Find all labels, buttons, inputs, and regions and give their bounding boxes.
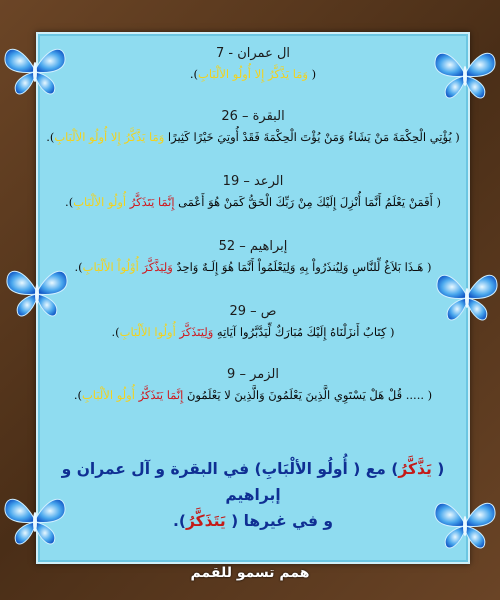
key-word: إِنَّمَا يَتَذَكَّرُ xyxy=(138,388,184,402)
summary-line xyxy=(38,456,468,508)
text-segment: ( xyxy=(431,460,445,478)
verse-text xyxy=(38,260,468,274)
verse-block xyxy=(38,304,468,339)
verse-block xyxy=(38,109,468,144)
verse-text xyxy=(38,325,468,339)
highlight-phrase: وَمَا يَذَّكَّرُ إِلا أُولُو الألْبَابِ xyxy=(198,67,308,81)
butterfly-icon xyxy=(2,490,68,550)
verse-block xyxy=(38,174,468,209)
summary-note xyxy=(38,456,468,534)
butterfly-icon xyxy=(2,40,68,100)
text-segment: ). xyxy=(189,67,199,81)
verse-reference: البقرة – 26 xyxy=(221,109,285,124)
content-panel xyxy=(36,32,470,564)
text-segment: ). xyxy=(73,388,82,402)
butterfly-icon xyxy=(434,266,500,326)
verse-block xyxy=(38,46,468,81)
highlight-phrase: أُولُو الألْبَابِ xyxy=(81,388,135,402)
text-segment: ). xyxy=(46,130,55,144)
highlight-phrase: أُولُو الألْبَابِ xyxy=(73,195,127,209)
text-segment: ) مع ( أُولُو الألْبَابِ) في البقرة و آل عمران و إبراهيم xyxy=(61,460,399,504)
text-segment: ( يُؤْتِي الْحِكْمَةَ مَنْ يَشَاءُ وَمَنْ يُؤْتَ الْحِكْمَةَ فَقَدْ أُوتِيَ خَيْرًا كَثِيرًا xyxy=(164,130,460,144)
verse-reference: الزمر – 9 xyxy=(227,367,279,382)
highlight-phrase: أُوْلُواْ الأَلْبَابِ xyxy=(82,260,139,274)
verse-text xyxy=(38,195,468,209)
verse-text xyxy=(38,67,468,81)
signature: همم تسمو للقمم xyxy=(190,565,310,581)
verse-reference: الرعد – 19 xyxy=(222,174,284,189)
key-word: يَذَّكَّرُ xyxy=(398,460,432,478)
verse-block xyxy=(38,239,468,274)
text-segment: ( هَـذَا بَلاَغٌ لِّلنَّاسِ وَلِيُنذَرُواْ بِهِ وَلِيَعْلَمُواْ أَنَّمَا هُوَ إِلَـهٌ وَاحِدٌ xyxy=(172,260,432,274)
text-segment: ( كِتَابٌ أَنزَلْنَاهُ إِلَيْكَ مُبَارَكٌ لِّيَدَّبَّرُوا آيَاتِهِ xyxy=(213,325,395,339)
text-segment: ( أَفَمَنْ يَعْلَمُ أَنَّمَا أُنْزِلَ إِلَيْكَ مِنْ رَبِّكَ الْحَقُّ كَمَنْ هُوَ أَعْمَى xyxy=(174,195,441,209)
verse-reference: إبراهيم – 52 xyxy=(218,239,288,254)
text-segment: ( ..... قُلْ هَلْ يَسْتَوِي الَّذِينَ يَعْلَمُونَ وَالَّذِينَ لا يَعْلَمُونَ xyxy=(183,388,433,402)
butterfly-icon xyxy=(432,44,498,104)
text-segment: ). xyxy=(65,195,74,209)
verse-reference: ص – 29 xyxy=(229,304,277,319)
key-word: إِنَّمَا يَتَذَكَّرُ xyxy=(129,195,175,209)
highlight-phrase: وَمَا يَذَّكَّرُ إِلا أُولُو الألْبَابِ xyxy=(54,130,165,144)
summary-line xyxy=(38,508,468,534)
verse-text xyxy=(38,388,468,402)
verse-block xyxy=(38,367,468,402)
key-word: وَلِيَتَذَكَّرَ xyxy=(179,325,214,339)
verse-text xyxy=(38,130,468,144)
key-word: وَلِيَذَّكَّرَ xyxy=(142,260,173,274)
text-segment: ). xyxy=(74,260,83,274)
key-word: يَتَذَكَّرُ xyxy=(185,512,226,530)
text-segment: و في غيرها ( xyxy=(225,512,333,530)
highlight-phrase: أُولُوا الأَلْبَابِ xyxy=(119,325,176,339)
text-segment: ( xyxy=(307,67,317,81)
text-segment: ). xyxy=(111,325,120,339)
butterfly-icon xyxy=(432,494,498,554)
verse-reference: ال عمران - 7 xyxy=(215,46,291,61)
butterfly-icon xyxy=(4,262,70,322)
text-segment: ). xyxy=(172,512,186,530)
